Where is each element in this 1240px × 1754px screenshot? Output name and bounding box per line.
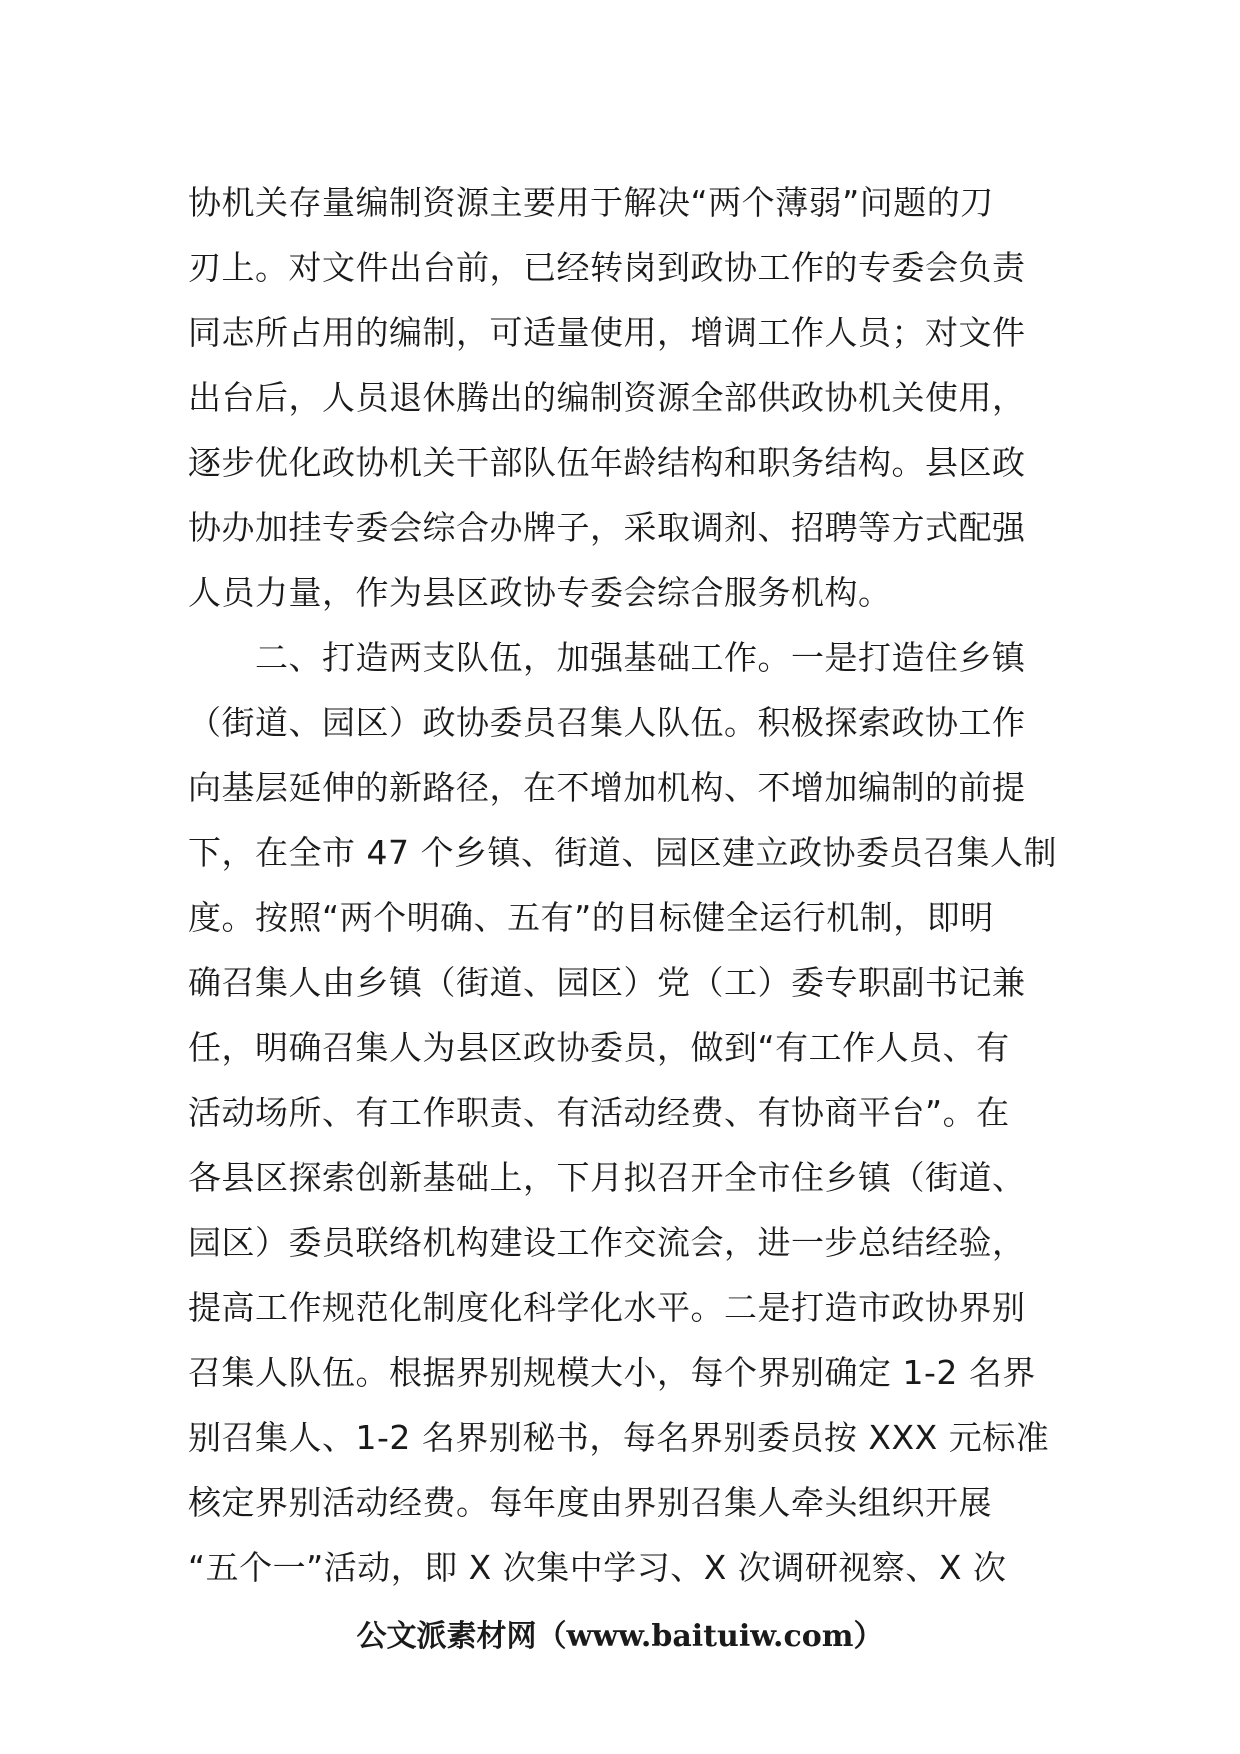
text-line: 下，在全市 47 个乡镇、街道、园区建立政协委员召集人制 (188, 833, 1057, 872)
text-line: 别召集人、1-2 名界别秘书，每名界别委员按 XXX 元标准 (188, 1418, 1050, 1457)
text-line: 出台后，人员退休腾出的编制资源全部供政协机关使用， (188, 378, 1026, 417)
section-heading-line: 二、打造两支队伍，加强基础工作。一是打造住乡镇 (188, 638, 1026, 677)
text-line: 协办加挂专委会综合办牌子，采取调剂、招聘等方式配强 (188, 508, 1026, 547)
text-line: 刃上。对文件出台前，已经转岗到政协工作的专委会负责 (188, 248, 1026, 287)
text-line: 同志所占用的编制，可适量使用，增调工作人员；对文件 (188, 313, 1026, 352)
text-line: 协机关存量编制资源主要用于解决“两个薄弱”问题的刀 (188, 183, 994, 222)
text-line: 召集人队伍。根据界别规模大小，每个界别确定 1-2 名界 (188, 1353, 1036, 1392)
text-line: 各县区探索创新基础上，下月拟召开全市住乡镇（街道、 (188, 1158, 1026, 1197)
text-line: 园区）委员联络机构建设工作交流会，进一步总结经验， (188, 1223, 1026, 1262)
footer-watermark: 公文派素材网（www.baituiw.com） (356, 1619, 884, 1654)
text-line: （街道、园区）政协委员召集人队伍。积极探索政协工作 (188, 703, 1026, 742)
document-body (188, 170, 1068, 1600)
text-line: 核定界别活动经费。每年度由界别召集人牵头组织开展 (188, 1483, 992, 1522)
text-line: “五个一”活动，即 X 次集中学习、X 次调研视察、X 次 (188, 1548, 1007, 1587)
text-line: 任，明确召集人为县区政协委员，做到“有工作人员、有 (188, 1028, 1010, 1067)
text-line: 提高工作规范化制度化科学化水平。二是打造市政协界别 (188, 1288, 1026, 1327)
text-line: 活动场所、有工作职责、有活动经费、有协商平台”。在 (188, 1093, 1010, 1132)
text-line: 逐步优化政协机关干部队伍年龄结构和职务结构。县区政 (188, 443, 1026, 482)
text-line: 确召集人由乡镇（街道、园区）党（工）委专职副书记兼 (188, 963, 1026, 1002)
text-line: 人员力量，作为县区政协专委会综合服务机构。 (188, 573, 892, 612)
text-line: 向基层延伸的新路径，在不增加机构、不增加编制的前提 (188, 768, 1026, 807)
text-line: 度。按照“两个明确、五有”的目标健全运行机制，即明 (188, 898, 994, 937)
